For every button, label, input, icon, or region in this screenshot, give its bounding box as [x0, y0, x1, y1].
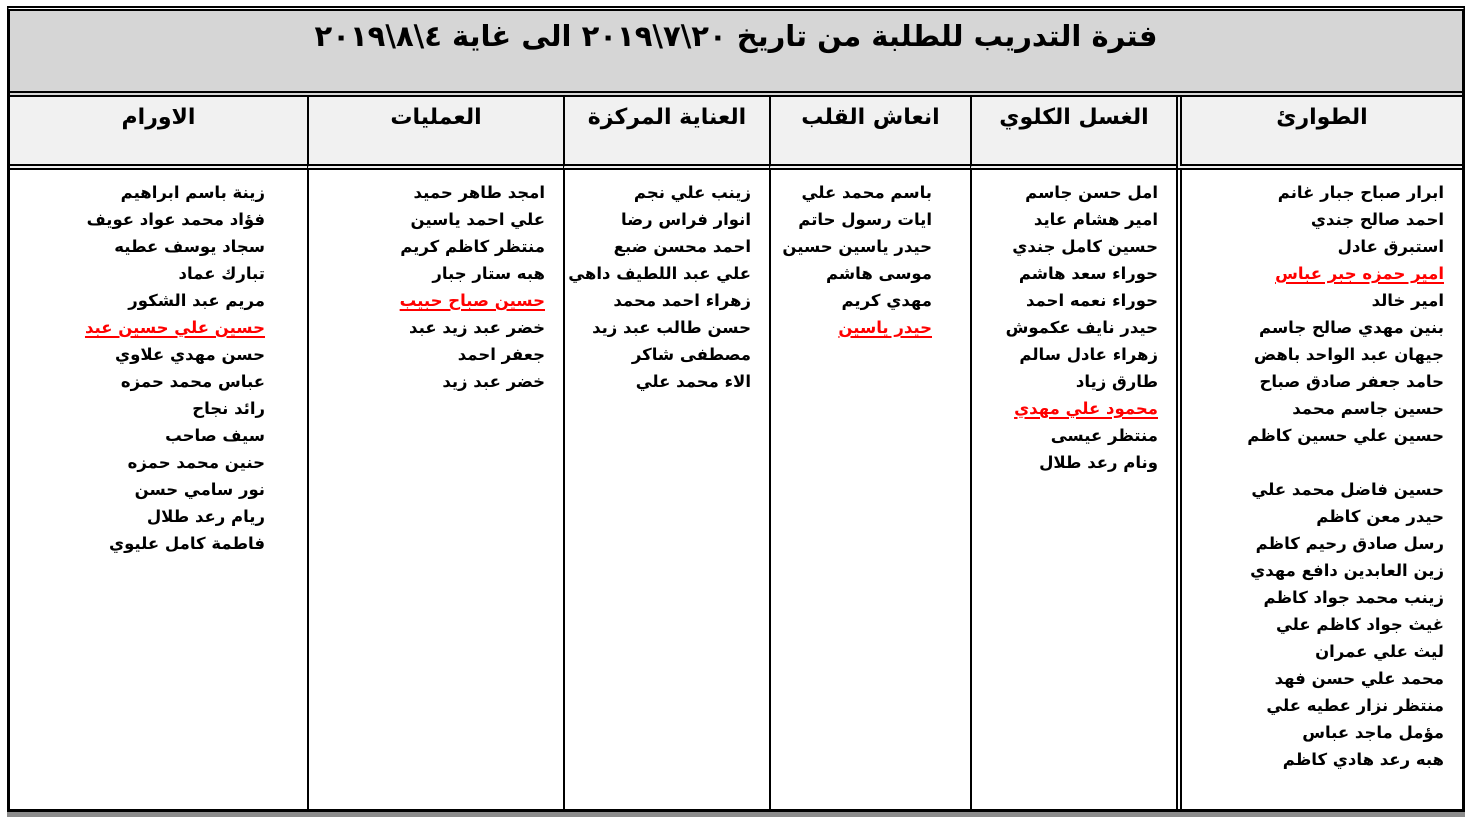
column-header-dialysis: الغسل الكلوي — [970, 97, 1176, 170]
student-name: حيدر ياسين — [838, 318, 932, 337]
student-name: سيف صاحب — [165, 426, 265, 445]
column-header-operations: العمليات — [307, 97, 563, 170]
student-name: حيدر معن كاظم — [1316, 507, 1444, 526]
column-header-cardiac-resuscitation: انعاش القلب — [769, 97, 970, 170]
student-name: زينب محمد جواد كاظم — [1263, 588, 1444, 607]
student-name: حسين علي حسين كاظم — [1247, 426, 1444, 445]
student-name: حامد جعفر صادق صباح — [1259, 372, 1444, 391]
student-name: باسم محمد علي — [801, 183, 932, 202]
table-title: فترة التدريب للطلبة من تاريخ ٢٠\٧\٢٠١٩ الى غاية ٤\٨\٢٠١٩ — [10, 11, 1462, 97]
student-name: طارق زياد — [1075, 372, 1158, 391]
student-name: حنين محمد حمزه — [127, 453, 265, 472]
student-name: احمد محسن ضبع — [613, 237, 751, 256]
student-name: مصطفى شاكر — [631, 345, 751, 364]
student-name: محمود علي مهدي — [1014, 399, 1158, 418]
blank-line — [1186, 449, 1444, 476]
student-name: زينب علي نجم — [633, 183, 751, 202]
column-body-cardiac-resuscitation — [769, 170, 970, 809]
student-name: محمد علي حسن فهد — [1274, 669, 1444, 688]
student-name: تبارك عماد — [178, 264, 265, 283]
student-name: سجاد يوسف عطيه — [114, 237, 265, 256]
student-name: ريام رعد طلال — [146, 507, 265, 526]
student-name: رائد نجاح — [192, 399, 265, 418]
student-name: ونام رعد طلال — [1039, 453, 1158, 472]
student-name: انوار فراس رضا — [621, 210, 751, 229]
student-name: مهدي كريم — [841, 291, 932, 310]
student-name: غيث جواد كاظم علي — [1275, 615, 1444, 634]
student-name: عباس محمد حمزه — [120, 372, 265, 391]
student-name: مؤمل ماجد عباس — [1302, 723, 1444, 742]
student-name: حسن طالب عبد زيد — [592, 318, 751, 337]
student-name: امير هشام عايد — [1033, 210, 1158, 229]
student-name: حسين علي حسين عبد — [84, 318, 265, 337]
student-name: استبرق عادل — [1337, 237, 1444, 256]
student-name: موسى هاشم — [825, 264, 932, 283]
student-name: حيدر نايف عكموش — [1005, 318, 1158, 337]
student-name: ابرار صباح جبار غانم — [1277, 183, 1444, 202]
student-name: حسين جاسم محمد — [1292, 399, 1444, 418]
column-body-operations — [307, 170, 563, 809]
student-name: علي عبد اللطيف داهي — [568, 264, 751, 283]
student-name: امير خالد — [1371, 291, 1444, 310]
student-name: خضر عبد زيد — [442, 372, 545, 391]
column-header-oncology: الاورام — [10, 97, 307, 170]
column-body-dialysis — [970, 170, 1176, 809]
student-name: احمد صالح جندي — [1310, 210, 1444, 229]
student-name: حسن مهدي علاوي — [115, 345, 265, 364]
column-body-icu — [563, 170, 769, 809]
student-name: امل حسن جاسم — [1025, 183, 1158, 202]
student-name: منتظر عيسى — [1050, 426, 1158, 445]
student-name: علي احمد ياسين — [410, 210, 545, 229]
training-schedule-table — [7, 6, 1465, 812]
student-name: منتظر كاظم كريم — [400, 237, 545, 256]
student-name: مريم عبد الشكور — [128, 291, 265, 310]
student-name: هبه رعد هادي كاظم — [1282, 750, 1444, 769]
column-header-emergency: الطوارئ — [1176, 97, 1462, 170]
student-name: ليث علي عمران — [1315, 642, 1444, 661]
student-name: هبه ستار جبار — [432, 264, 545, 283]
student-name: جعفر احمد — [457, 345, 545, 364]
student-name: حسين كامل جندي — [1012, 237, 1158, 256]
student-name: فاطمة كامل عليوي — [108, 534, 265, 553]
column-header-icu: العناية المركزة — [563, 97, 769, 170]
student-name: حوراء سعد هاشم — [1018, 264, 1158, 283]
student-name: حسين صباح حبيب — [399, 291, 545, 310]
student-name: رسل صادق رحيم كاظم — [1255, 534, 1444, 553]
column-body-emergency — [1176, 170, 1462, 809]
student-name: نور سامي حسن — [134, 480, 265, 499]
student-name: زينة باسم ابراهيم — [120, 183, 265, 202]
student-name: زهراء احمد محمد — [613, 291, 751, 310]
student-name: منتظر نزار عطيه علي — [1266, 696, 1444, 715]
student-name: جيهان عبد الواحد باهض — [1253, 345, 1444, 364]
student-name: امير حمزه جبر عباس — [1275, 264, 1444, 283]
student-name: حسين فاضل محمد علي — [1251, 480, 1444, 499]
student-name: امجد طاهر حميد — [413, 183, 545, 202]
student-name: حيدر ياسين حسين — [782, 237, 932, 256]
student-name: بنين مهدي صالح جاسم — [1259, 318, 1444, 337]
student-name: فؤاد محمد عواد عويف — [86, 210, 265, 229]
student-name: ايات رسول حاتم — [798, 210, 932, 229]
student-name: زهراء عادل سالم — [1019, 345, 1158, 364]
student-name: الاء محمد علي — [635, 372, 751, 391]
schedule-grid — [10, 97, 1462, 809]
column-body-oncology — [10, 170, 307, 809]
student-name: خضر عبد زيد عبد — [409, 318, 545, 337]
student-name: حوراء نعمه احمد — [1025, 291, 1158, 310]
student-name: زين العابدين دافع مهدي — [1250, 561, 1444, 580]
